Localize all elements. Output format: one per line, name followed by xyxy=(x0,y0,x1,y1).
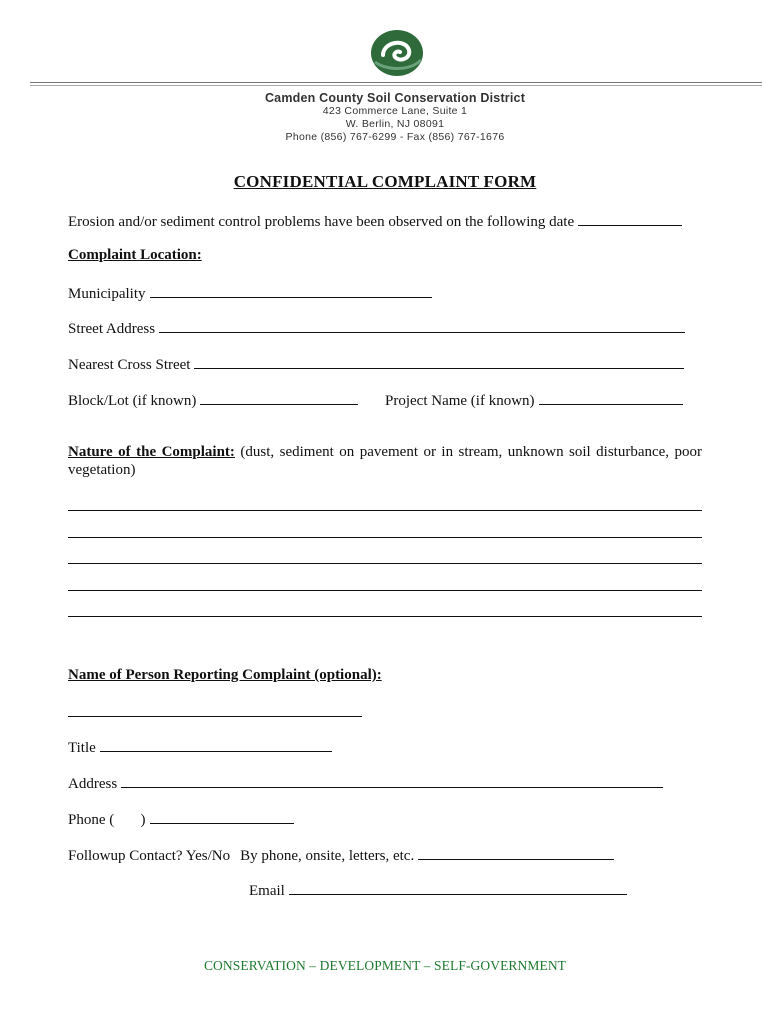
location-heading-row xyxy=(68,247,202,264)
cross-street-row xyxy=(68,354,684,374)
cross-street-label: Nearest Cross Street xyxy=(68,357,191,373)
footer-motto: CONSERVATION – DEVELOPMENT – SELF-GOVERNMENT xyxy=(203,958,567,973)
nature-line-1[interactable] xyxy=(68,510,702,511)
org-phone-fax: Phone (856) 767-6299 - Fax (856) 767-1676 xyxy=(285,131,505,143)
nature-line-5[interactable] xyxy=(68,616,702,617)
phone-field[interactable] xyxy=(150,809,294,824)
municipality-field[interactable] xyxy=(150,283,432,298)
contact-method-label: By phone, onsite, letters, etc. xyxy=(240,848,415,864)
intro-row xyxy=(68,211,682,231)
address-label: Address xyxy=(68,776,118,792)
followup-label: Followup Contact? Yes/No xyxy=(68,848,231,864)
date-field[interactable] xyxy=(578,211,682,226)
org-street: 423 Commerce Lane, Suite 1 xyxy=(322,105,468,117)
nature-line-2[interactable] xyxy=(68,537,702,538)
address-field[interactable] xyxy=(121,773,663,788)
form-title: CONFIDENTIAL COMPLAINT FORM xyxy=(233,172,537,191)
nature-hint: (dust, sediment on pavement or in stream, unknown soil disturbance, poor vegetation) xyxy=(68,444,703,478)
reporter-heading: Name of Person Reporting Complaint (optional): xyxy=(68,667,382,683)
blocklot-field[interactable] xyxy=(200,390,358,405)
address-row xyxy=(68,773,663,793)
blocklot-row xyxy=(68,390,358,410)
reporter-heading-row xyxy=(68,667,382,684)
followup-row xyxy=(68,845,614,865)
street-row xyxy=(68,318,685,338)
email-row xyxy=(249,880,627,900)
nature-line-4[interactable] xyxy=(68,590,702,591)
nature-heading: Nature of the Complaint: xyxy=(68,444,235,460)
municipality-row xyxy=(68,283,432,303)
contact-method-field[interactable] xyxy=(418,845,614,860)
title-row xyxy=(68,737,332,757)
district-logo-icon xyxy=(369,28,425,78)
project-row xyxy=(385,390,683,410)
phone-row xyxy=(68,809,294,829)
nature-paragraph xyxy=(68,443,702,479)
project-field[interactable] xyxy=(539,390,683,405)
header-divider-secondary xyxy=(30,85,762,86)
email-field[interactable] xyxy=(289,880,627,895)
project-label: Project Name (if known) xyxy=(385,393,535,409)
blocklot-label: Block/Lot (if known) xyxy=(68,393,197,409)
nature-line-3[interactable] xyxy=(68,563,702,564)
street-field[interactable] xyxy=(159,318,685,333)
municipality-label: Municipality xyxy=(68,286,146,302)
title-label: Title xyxy=(68,740,96,756)
phone-label: Phone ( ) xyxy=(68,812,146,828)
cross-street-field[interactable] xyxy=(194,354,684,369)
email-label: Email xyxy=(249,883,285,899)
location-heading: Complaint Location: xyxy=(68,247,202,263)
title-field[interactable] xyxy=(100,737,332,752)
org-city: W. Berlin, NJ 08091 xyxy=(345,118,445,130)
header-divider xyxy=(30,82,762,83)
intro-text: Erosion and/or sediment control problems have been observed on the following date xyxy=(68,214,575,230)
org-name: Camden County Soil Conservation District xyxy=(264,91,526,105)
reporter-name-field[interactable] xyxy=(68,716,362,717)
street-label: Street Address xyxy=(68,321,156,337)
